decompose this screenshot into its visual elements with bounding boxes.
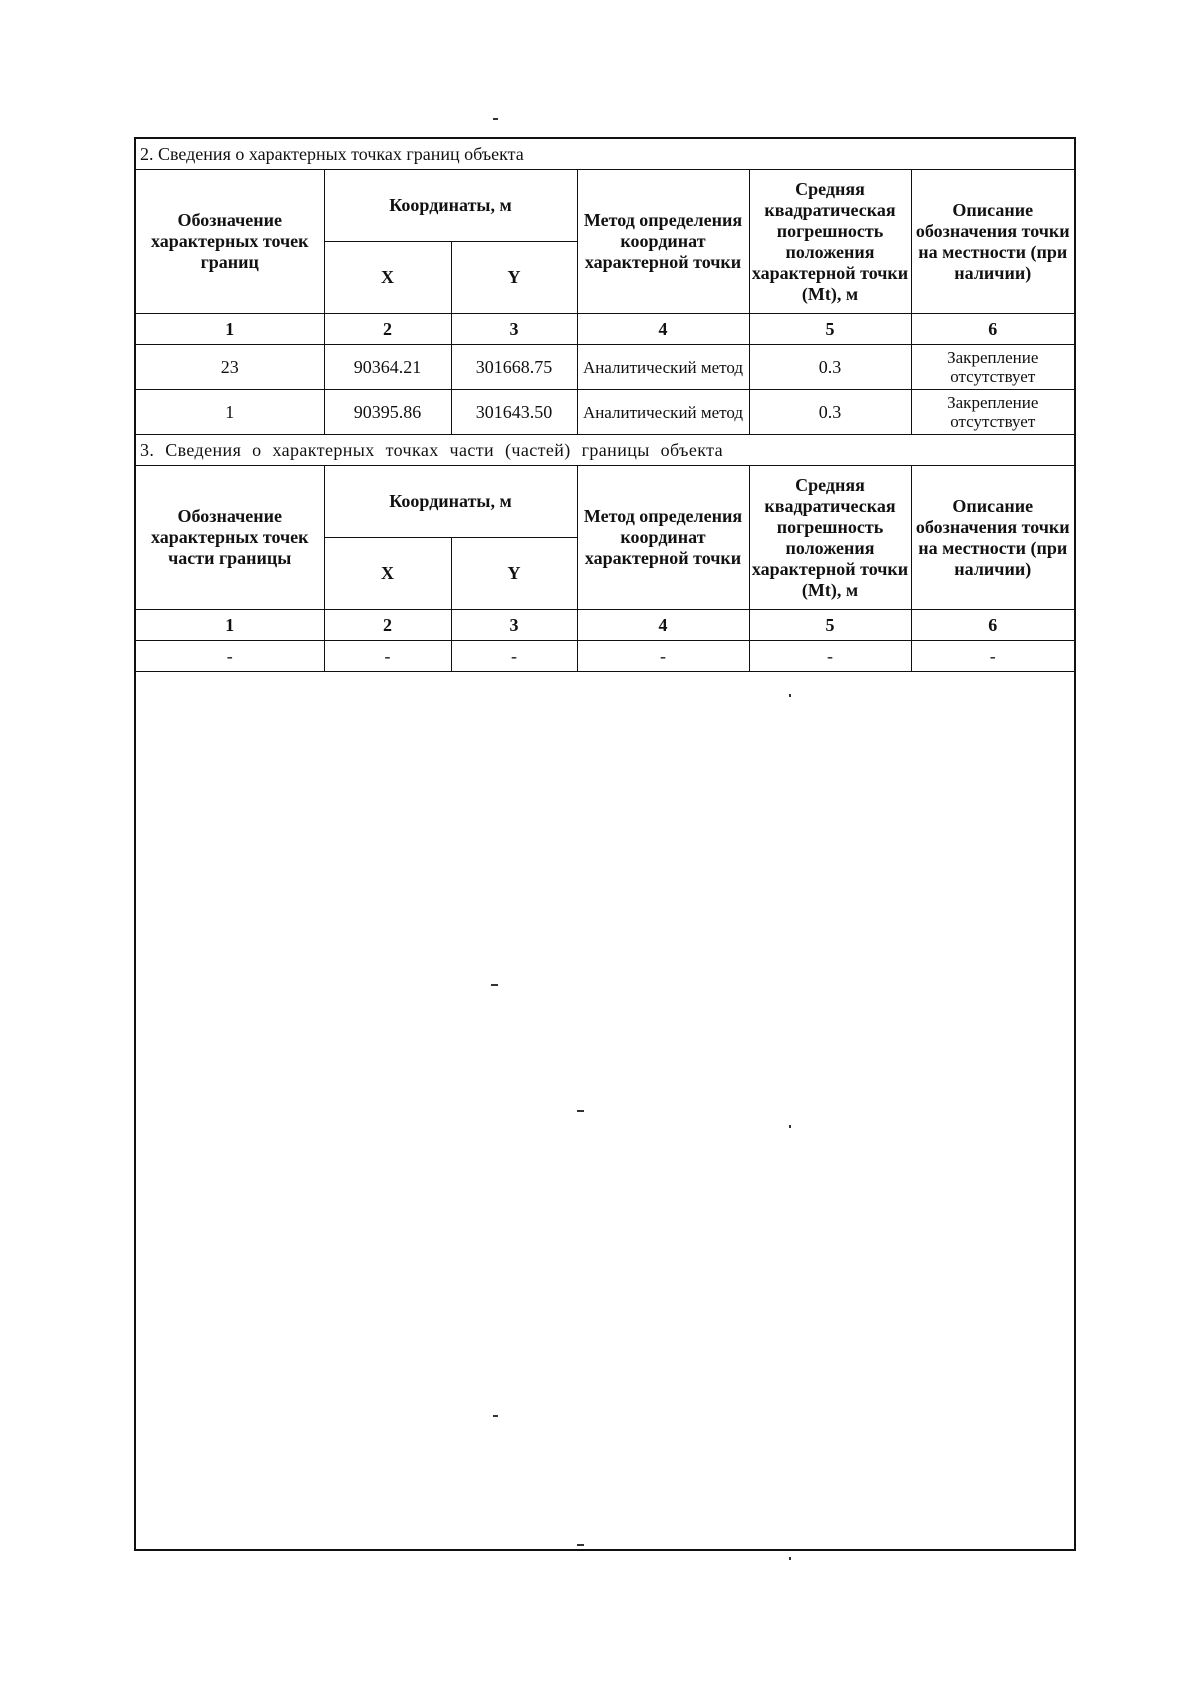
description-cell: Закрепление отсутствует xyxy=(911,345,1074,390)
section-2-header-row xyxy=(136,170,1074,242)
scan-mark xyxy=(493,118,498,120)
column-number: 1 xyxy=(136,610,324,641)
header-method: Метод определения координат характерной точки xyxy=(577,466,749,610)
column-number: 5 xyxy=(749,314,911,345)
header-description: Описание обозначения точки на местности (при наличии) xyxy=(911,466,1074,610)
header-point-designation: Обозначение характерных точек границ xyxy=(136,170,324,314)
column-number: 4 xyxy=(577,314,749,345)
table-row xyxy=(136,641,1074,672)
method-cell: Аналитический метод xyxy=(577,345,749,390)
header-x: X xyxy=(324,242,451,314)
header-method: Метод определения координат характерной точки xyxy=(577,170,749,314)
table-row xyxy=(136,390,1074,435)
scan-mark xyxy=(577,1110,584,1112)
header-point-designation: Обозначение характерных точек части границы xyxy=(136,466,324,610)
column-number: 2 xyxy=(324,314,451,345)
column-number: 6 xyxy=(911,314,1074,345)
scan-mark xyxy=(493,1415,498,1417)
document-frame xyxy=(134,137,1076,1551)
column-number: 4 xyxy=(577,610,749,641)
header-coordinates: Координаты, м xyxy=(324,466,577,538)
header-description: Описание обозначения точки на местности (при наличии) xyxy=(911,170,1074,314)
section-2-title-row xyxy=(136,139,1074,170)
column-number: 5 xyxy=(749,610,911,641)
error-cell: - xyxy=(749,641,911,672)
column-number: 3 xyxy=(451,610,577,641)
table-row xyxy=(136,345,1074,390)
section-3-title-row xyxy=(136,435,1074,466)
scan-mark xyxy=(577,1544,584,1546)
header-x: X xyxy=(324,538,451,610)
column-number: 1 xyxy=(136,314,324,345)
y-cell: - xyxy=(451,641,577,672)
scan-mark xyxy=(491,984,498,986)
column-number: 2 xyxy=(324,610,451,641)
scan-mark xyxy=(789,1557,791,1560)
section-3-header-row xyxy=(136,466,1074,538)
y-cell: 301668.75 xyxy=(451,345,577,390)
header-y: Y xyxy=(451,538,577,610)
point-cell: 23 xyxy=(136,345,324,390)
section-3-number-row xyxy=(136,610,1074,641)
error-cell: 0.3 xyxy=(749,390,911,435)
error-cell: 0.3 xyxy=(749,345,911,390)
method-cell: - xyxy=(577,641,749,672)
points-table xyxy=(136,139,1074,672)
description-cell: Закрепление отсутствует xyxy=(911,390,1074,435)
x-cell: 90364.21 xyxy=(324,345,451,390)
point-cell: - xyxy=(136,641,324,672)
scan-mark xyxy=(789,694,791,697)
description-cell: - xyxy=(911,641,1074,672)
header-error: Средняя квадратическая погрешность положения характерной точки (Mt), м xyxy=(749,170,911,314)
point-cell: 1 xyxy=(136,390,324,435)
header-coordinates: Координаты, м xyxy=(324,170,577,242)
section-2-title: 2. Сведения о характерных точках границ объекта xyxy=(136,139,1074,170)
x-cell: - xyxy=(324,641,451,672)
section-3-title: 3. Сведения о характерных точках части (частей) границы объекта xyxy=(136,435,1074,466)
x-cell: 90395.86 xyxy=(324,390,451,435)
method-cell: Аналитический метод xyxy=(577,390,749,435)
column-number: 3 xyxy=(451,314,577,345)
column-number: 6 xyxy=(911,610,1074,641)
scan-mark xyxy=(789,1125,791,1128)
y-cell: 301643.50 xyxy=(451,390,577,435)
section-2-number-row xyxy=(136,314,1074,345)
header-y: Y xyxy=(451,242,577,314)
header-error: Средняя квадратическая погрешность положения характерной точки (Mt), м xyxy=(749,466,911,610)
